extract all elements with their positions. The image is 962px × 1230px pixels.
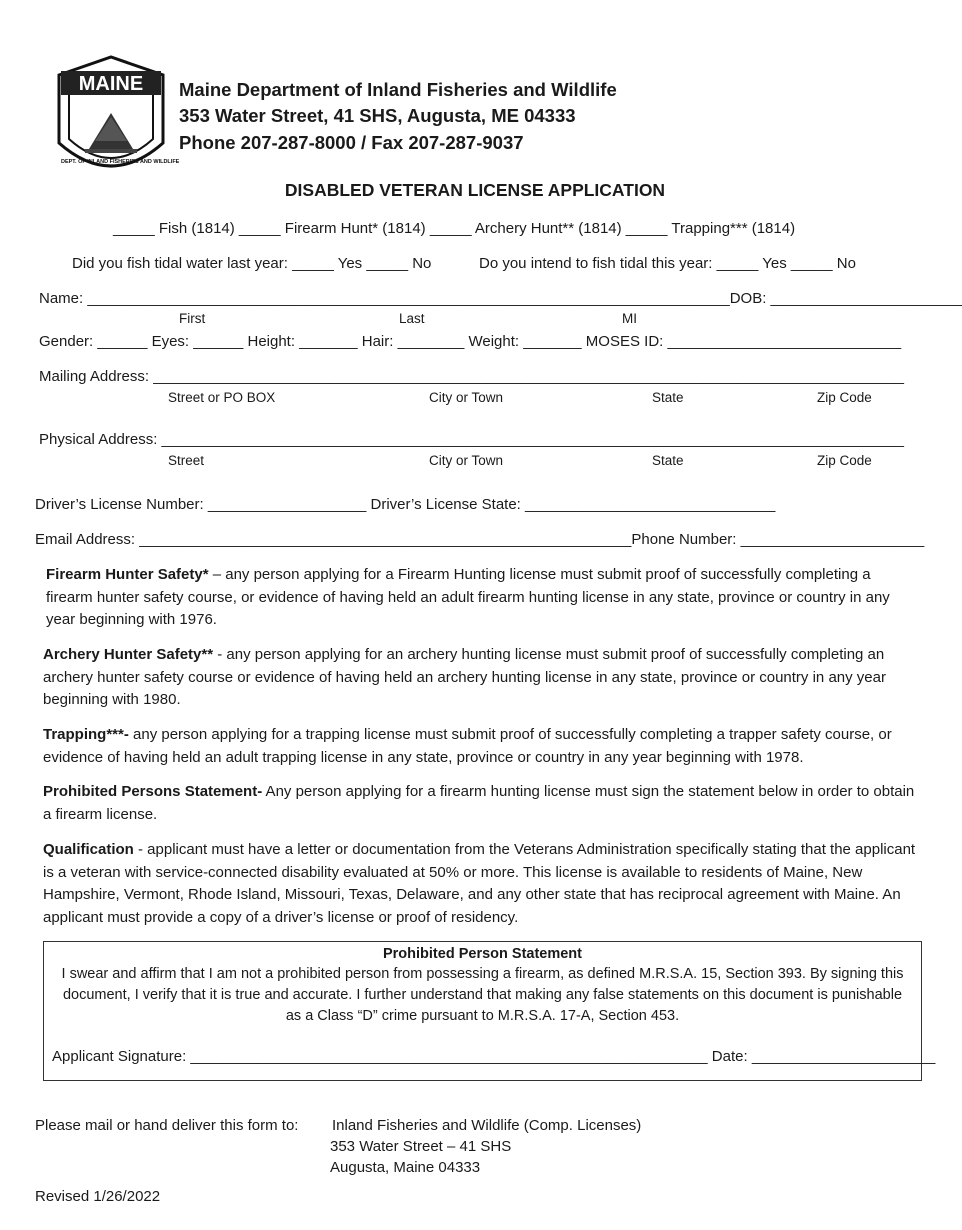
- tidal-this-year[interactable]: Do you intend to fish tidal this year: _____ Yes _____ No: [479, 255, 856, 272]
- archery-safety-text: - any person applying for an archery hunting license must submit proof of successfully completing an archery hunter safety course or evidence of having held an archery hunting license in any state, province or country in any year beginning with 1980.: [43, 646, 886, 708]
- name-dob-field[interactable]: Name: _____________________________________________________________________________DOB: _______________________: [39, 290, 962, 307]
- qualification-text: - applicant must have a letter or documentation from the Veterans Administration specifically stating that the applicant is a veteran with service-connected disability evaluated at 50% or more. This license is available to residents of Maine, New Hampshire, Vermont, Rhode Island, Missouri, Texas, Delaware, and any other state that has reciprocal agreement with Maine. An applicant must provide a copy of a driver’s license or proof of residency.: [43, 841, 916, 926]
- statement-title: Prohibited Person Statement: [382, 946, 582, 962]
- trapping-paragraph: [43, 724, 923, 769]
- name-mi-caption: MI: [622, 311, 637, 326]
- name-first-caption: First: [179, 311, 206, 326]
- archery-safety-paragraph: [43, 644, 923, 712]
- header-address: 353 Water Street, 41 SHS, Augusta, ME 04333: [179, 105, 576, 126]
- firearm-safety-text: – any person applying for a Firearm Hunting license must submit proof of successfully completing a firearm hunter safety course, or evidence of having held an adult firearm hunting license in any state, province or country in any year beginning with 1976.: [46, 566, 890, 628]
- drivers-license-field[interactable]: Driver’s License Number: ___________________ Driver’s License State: ______________________________: [35, 496, 776, 513]
- physical-street-caption: Street: [168, 453, 205, 468]
- prohibited-person-statement-box: [43, 941, 936, 1081]
- qualification-label: Qualification: [43, 841, 134, 858]
- physical-attributes-field[interactable]: Gender: ______ Eyes: ______ Height: _______ Hair: ________ Weight: _______ MOSES ID: ____________________________: [39, 333, 902, 350]
- firearm-safety-paragraph: [46, 564, 921, 632]
- prohibited-persons-label: Prohibited Persons Statement-: [43, 783, 263, 800]
- header-phone: Phone 207-287-8000 / Fax 207-287-9037: [179, 132, 524, 153]
- form-title: DISABLED VETERAN LICENSE APPLICATION: [284, 180, 666, 200]
- firearm-safety-label: Firearm Hunter Safety*: [46, 566, 209, 583]
- mail-line-1: Inland Fisheries and Wildlife (Comp. Licenses): [332, 1117, 642, 1134]
- license-types[interactable]: _____ Fish (1814) _____ Firearm Hunt* (1814) _____ Archery Hunt** (1814) _____ Trapping*** (1814): [113, 220, 796, 237]
- tidal-last-year[interactable]: Did you fish tidal water last year: _____ Yes _____ No: [72, 255, 432, 272]
- trapping-text: any person applying for a trapping license must submit proof of successfully completing a trapper safety course, or evidence of having held an adult trapping license in any state, province or country in any year beginning with 1978.: [43, 726, 892, 766]
- maine-ifw-logo: [55, 55, 180, 179]
- archery-safety-label: Archery Hunter Safety**: [43, 646, 214, 663]
- mailing-street-caption: Street or PO BOX: [168, 390, 276, 405]
- mailing-zip-caption: Zip Code: [817, 390, 872, 405]
- trapping-label: Trapping***-: [43, 726, 129, 743]
- logo-name-text: MAINE: [78, 73, 144, 95]
- email-phone-field[interactable]: Email Address: ___________________________________________________________Phone Number: ______________________: [35, 531, 925, 548]
- physical-address-field[interactable]: Physical Address: _________________________________________________________________________________________: [39, 431, 905, 448]
- header-org: Maine Department of Inland Fisheries and Wildlife: [179, 79, 617, 100]
- physical-state-caption: State: [652, 453, 684, 468]
- mailing-state-caption: State: [652, 390, 684, 405]
- name-last-caption: Last: [399, 311, 425, 326]
- mail-line-2: 353 Water Street – 41 SHS: [330, 1138, 512, 1155]
- prohibited-persons-paragraph: [43, 781, 923, 826]
- revised-date: Revised 1/26/2022: [35, 1188, 161, 1205]
- mailing-address-field[interactable]: Mailing Address: __________________________________________________________________________________________: [39, 368, 905, 385]
- physical-zip-caption: Zip Code: [817, 453, 872, 468]
- logo-ring-text: DEPT. OF INLAND FISHERIES AND WILDLIFE: [61, 159, 180, 165]
- physical-city-caption: City or Town: [429, 453, 504, 468]
- prohibited-persons-text: Any person applying for a firearm hunting license must sign the statement below in order to obtain a firearm license.: [43, 783, 915, 823]
- qualification-paragraph: [43, 839, 923, 929]
- signature-date-field[interactable]: Applicant Signature: ______________________________________________________________ Date: ______________________: [52, 1048, 936, 1065]
- statement-body: I swear and affirm that I am not a prohibited person from possessing a firearm, as defined M.R.S.A. 15, Section 393. By signing this document, I verify that it is true and accurate. I further understand that making any false statements on this document is punishable as a Class “D” crime pursuant to M.R.S.A. 17-A, Section 453.: [61, 966, 904, 1024]
- mail-line-3: Augusta, Maine 04333: [330, 1159, 481, 1176]
- mail-instructions-label: Please mail or hand deliver this form to:: [35, 1117, 299, 1134]
- mailing-city-caption: City or Town: [429, 390, 504, 405]
